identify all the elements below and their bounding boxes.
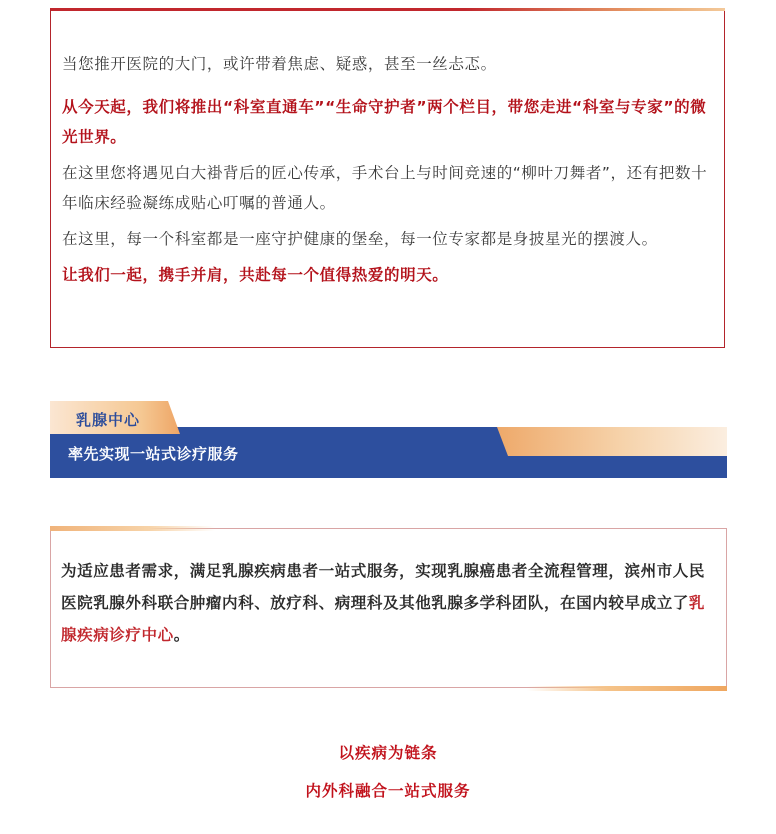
- intro-top-accent: [465, 8, 725, 11]
- content-highlight: 乳腺疾病诊疗中心: [61, 594, 706, 644]
- section-title: 乳腺中心: [76, 411, 141, 429]
- intro-paragraph-5-highlight: 让我们一起，携手并肩，共赴每一个值得热爱的明天。: [62, 266, 449, 284]
- section-tab: [50, 401, 180, 434]
- content-text-end: 。: [173, 626, 190, 644]
- content-top-accent: [50, 526, 215, 531]
- content-text-body: 为适应患者需求，满足乳腺疾病患者一站式服务，实现乳腺癌患者全流程管理，滨州市人民医院乳腺外科联合肿瘤内科、放疗科、病理科及其他乳腺多学科团队，在国内较早成立了: [61, 562, 706, 612]
- intro-paragraph-3: 在这里您将遇见白大褂背后的匠心传承，手术台上与时间竞速的“柳叶刀舞者”，还有把数十年临床经验凝练成贴心叮嘱的普通人。: [62, 164, 708, 212]
- intro-paragraph-4: 在这里，每一个科室都是一座守护健康的堡垒，每一位专家都是身披星光的摆渡人。: [62, 230, 658, 248]
- intro-text: [62, 49, 710, 290]
- intro-paragraph-1: 当您推开医院的大门，或许带着焦虑、疑惑，甚至一丝忐忑。: [62, 55, 497, 73]
- footer-line-1: 以疾病为链条: [338, 744, 438, 762]
- content-box: [50, 528, 727, 688]
- section-subtitle: 率先实现一站式诊疗服务: [68, 445, 239, 463]
- content-bottom-accent: [527, 686, 727, 691]
- intro-paragraph-2-highlight: 从今天起，我们将推出“科室直通车”“生命守护者”两个栏目，带您走进“科室与专家”的微光世界。: [62, 98, 707, 146]
- intro-box: [50, 8, 725, 348]
- section-header-bar: [50, 427, 727, 478]
- footer-line-2: 内外科融合一站式服务: [305, 782, 471, 800]
- content-text: [61, 555, 714, 651]
